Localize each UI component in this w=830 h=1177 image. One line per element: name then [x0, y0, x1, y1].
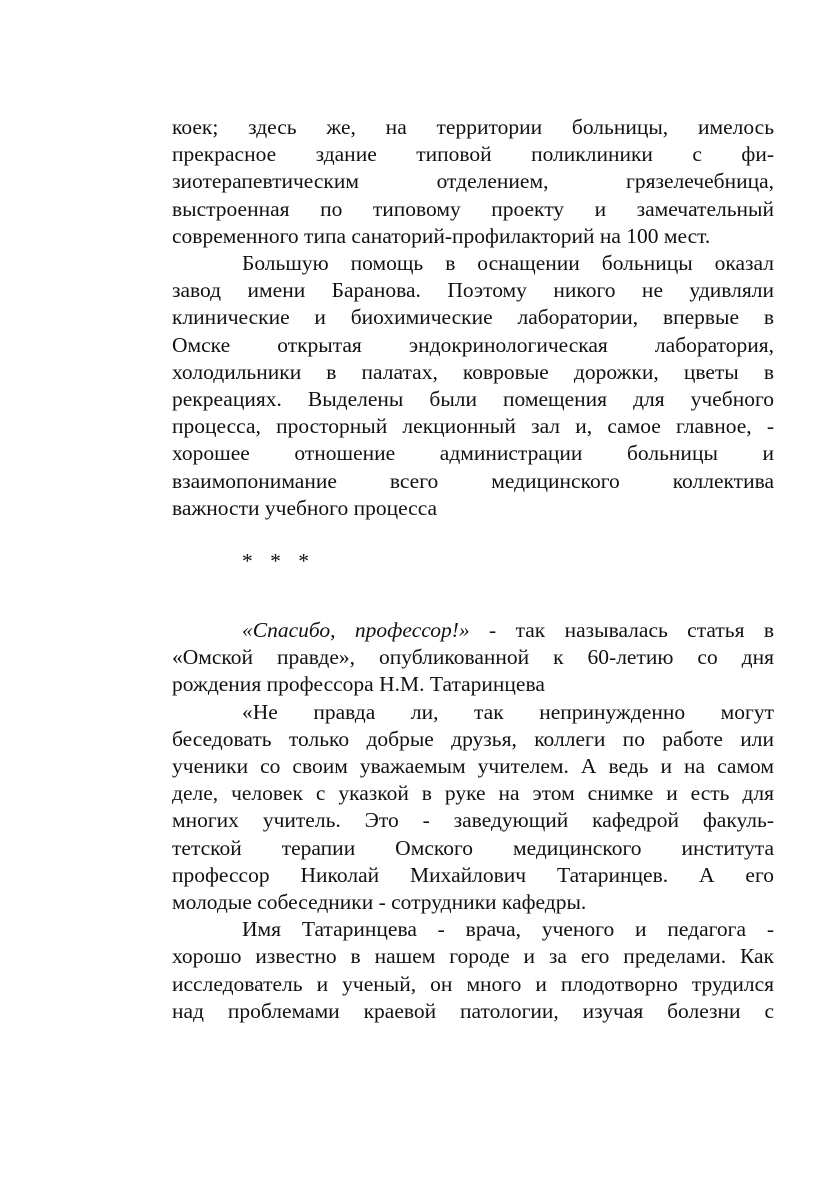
article-title: «Спасибо, профессор!» — [242, 618, 470, 643]
paragraph-name — [172, 916, 774, 1025]
text-line: «Омской правде», опубликованной к 60-летию со дня — [172, 645, 774, 670]
spacer — [172, 575, 774, 617]
paragraph-article-intro — [172, 617, 774, 699]
text-line: важности учебного процесса — [172, 495, 438, 520]
text-line: Омске открытая эндокринологическая лаборатория, — [172, 332, 774, 357]
text-line: коек; здесь же, на территории больницы, имелось — [172, 115, 774, 139]
text-line: молодые собеседники - сотрудники кафедры. — [172, 890, 587, 915]
text-line: прекрасное здание типовой поликлиники с фи- — [172, 142, 774, 167]
text-line: беседовать только добрые друзья, коллеги по работе или — [172, 726, 774, 751]
text-line: исследователь и ученый, он много и плодотворно трудился — [172, 971, 774, 996]
text-line: процесса, просторный лекционный зал и, самое главное, - — [172, 414, 774, 439]
text-line: над проблемами краевой патологии, изучая болезни с — [172, 998, 774, 1023]
text-line: взаимопонимание всего медицинского коллектива — [172, 468, 774, 493]
text-line: многих учитель. Это - заведующий кафедрой факуль- — [172, 808, 774, 833]
section-separator: * * * — [242, 549, 315, 574]
text-line: Имя Татаринцева - врача, ученого и педагога - — [242, 917, 774, 942]
text-line — [172, 617, 774, 644]
text-line: рождения профессора Н.М. Татаринцева — [172, 672, 545, 697]
text-line: клинические и биохимические лаборатории, впервые в — [172, 305, 774, 330]
text-line: «Не правда ли, так непринужденно могут — [242, 699, 774, 724]
article-intro-rest: - так называлась статья в — [469, 618, 774, 643]
text-line: деле, человек с указкой в руке на этом снимке и есть для — [172, 781, 774, 806]
text-line: рекреациях. Выделены были помещения для учебного — [172, 387, 774, 412]
text-line: завод имени Баранова. Поэтому никого не удивляли — [172, 278, 774, 303]
text-line: холодильники в палатах, ковровые дорожки, цветы в — [172, 359, 774, 384]
text-line: хорошее отношение администрации больницы и — [172, 441, 774, 466]
text-line: современного типа санаторий-профилакторий на 100 мест. — [172, 223, 711, 248]
text-line: ученики со своим уважаемым учителем. А ведь и на самом — [172, 754, 774, 779]
paragraph-quote — [172, 699, 774, 917]
text-line: выстроенная по типовому проекту и замечательный — [172, 196, 774, 221]
document-page — [172, 114, 774, 1025]
paragraph-2 — [172, 250, 774, 522]
text-line: тетской терапии Омского медицинского института — [172, 835, 774, 860]
text-line: Большую помощь в оснащении больницы оказал — [242, 251, 774, 276]
text-line: зиотерапевтическим отделением, грязелечебница, — [172, 169, 774, 194]
text-line: профессор Николай Михайлович Татаринцев. А его — [172, 862, 774, 887]
paragraph-1 — [172, 114, 774, 250]
text-line: хорошо известно в нашем городе и за его пределами. Как — [172, 944, 774, 969]
